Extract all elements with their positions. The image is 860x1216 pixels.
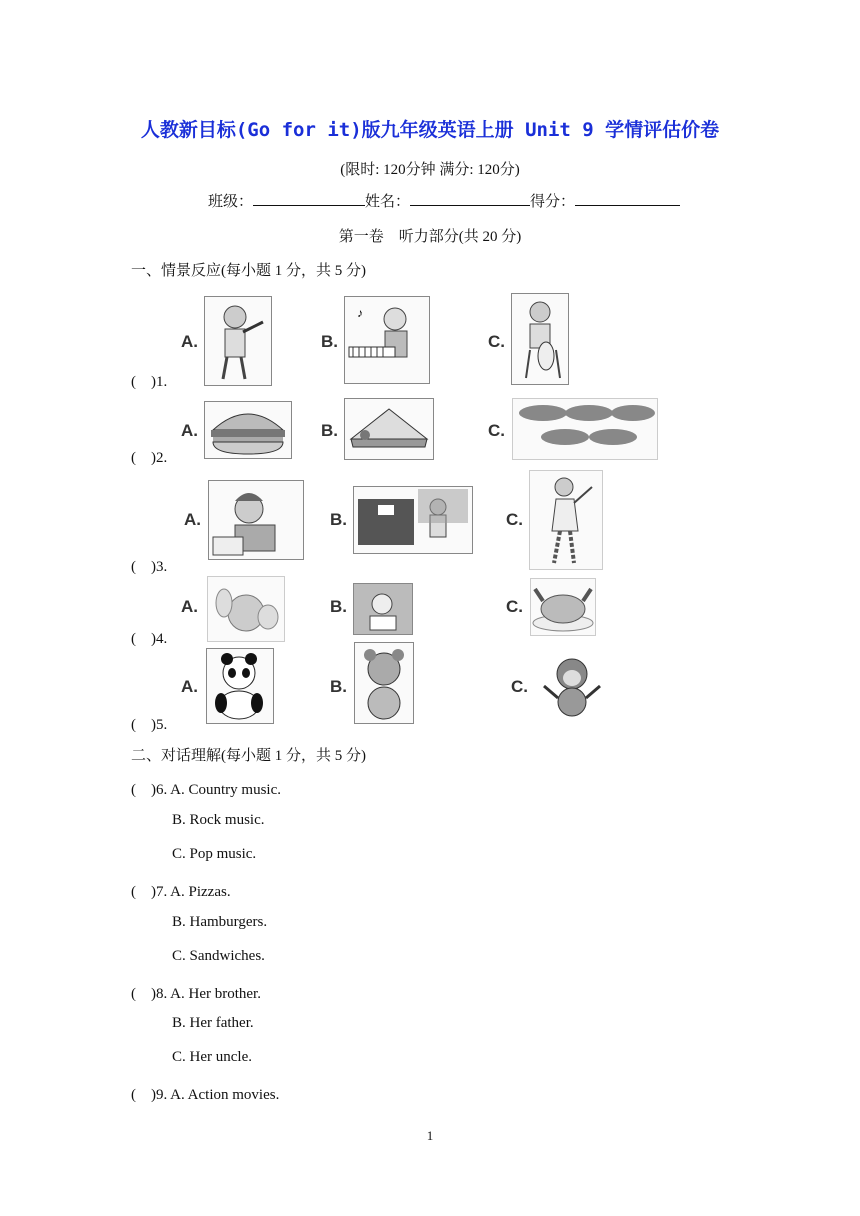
q2-option-c-label: C. [488,421,505,440]
page-title: 人教新目标(Go for it)版九年级英语上册 Unit 9 学情评估价卷 [140,119,720,141]
q8-option-c: C. Her uncle. [172,1049,252,1065]
q6-option-c: C. Pop music. [172,846,257,862]
class-label: 班级： [208,194,254,210]
question-5-number: ( )5. [131,717,168,733]
vegetables-icon [207,576,285,642]
roast-turkey-icon [530,578,596,636]
question-1-number: ( )1. [131,374,168,390]
q3-option-a-label: A. [184,510,201,529]
girl-violin-piano-icon [353,486,473,554]
time-score-limits: (限时: 120分钟 满分: 120分) [340,162,520,178]
question-2-number: ( )2. [131,450,168,466]
score-label: 得分： [530,194,576,210]
q1-option-c-label: C. [488,332,505,351]
hotdogs-icon [512,398,658,460]
page-number: 1 [426,1128,434,1143]
q7-option-b: B. Hamburgers. [172,914,268,930]
question-9: ( )9. A. Action movies. [131,1087,280,1103]
q4-option-b-label: B. [330,597,347,616]
girl-cello-icon [511,293,569,385]
question-3-number: ( )3. [131,559,168,575]
q4-option-a-label: A. [181,597,198,616]
name-blank[interactable] [410,191,530,206]
hamburger-icon [204,401,292,459]
student-info-line [208,190,680,211]
sandwich-icon [344,398,434,460]
q6-option-b: B. Rock music. [172,812,265,828]
question-6: ( )6. A. Country music. [131,782,281,798]
svg-text:♪: ♪ [357,306,363,320]
boy-eating-icon [353,583,413,635]
monkey-icon [538,652,604,720]
boy-piano-icon [344,296,430,384]
sad-woman-icon [208,480,304,560]
q3-option-b-label: B. [330,510,347,529]
q8-option-b: B. Her father. [172,1015,254,1031]
section1-heading: 一、情景反应(每小题 1 分，共 5 分) [131,263,366,279]
q5-option-c-label: C. [511,677,528,696]
name-label: 姓名： [365,194,411,210]
question-8: ( )8. A. Her brother. [131,986,261,1002]
bear-icon [354,642,414,724]
q1-option-b-label: B. [321,332,338,351]
panda-icon [206,648,274,724]
q7-option-c: C. Sandwiches. [172,948,265,964]
girl-violin-icon [204,296,272,386]
section2-heading: 二、对话理解(每小题 1 分，共 5 分) [131,748,366,764]
class-blank[interactable] [253,191,365,206]
q4-option-c-label: C. [506,597,523,616]
question-4-number: ( )4. [131,631,168,647]
q5-option-b-label: B. [330,677,347,696]
q2-option-a-label: A. [181,421,198,440]
q2-option-b-label: B. [321,421,338,440]
q1-option-a-label: A. [181,332,198,351]
part1-heading: 第一卷 听力部分(共 20 分) [338,229,522,245]
q3-option-c-label: C. [506,510,523,529]
score-blank[interactable] [575,191,680,206]
dancing-girl-icon [529,470,603,570]
question-7: ( )7. A. Pizzas. [131,884,231,900]
q5-option-a-label: A. [181,677,198,696]
